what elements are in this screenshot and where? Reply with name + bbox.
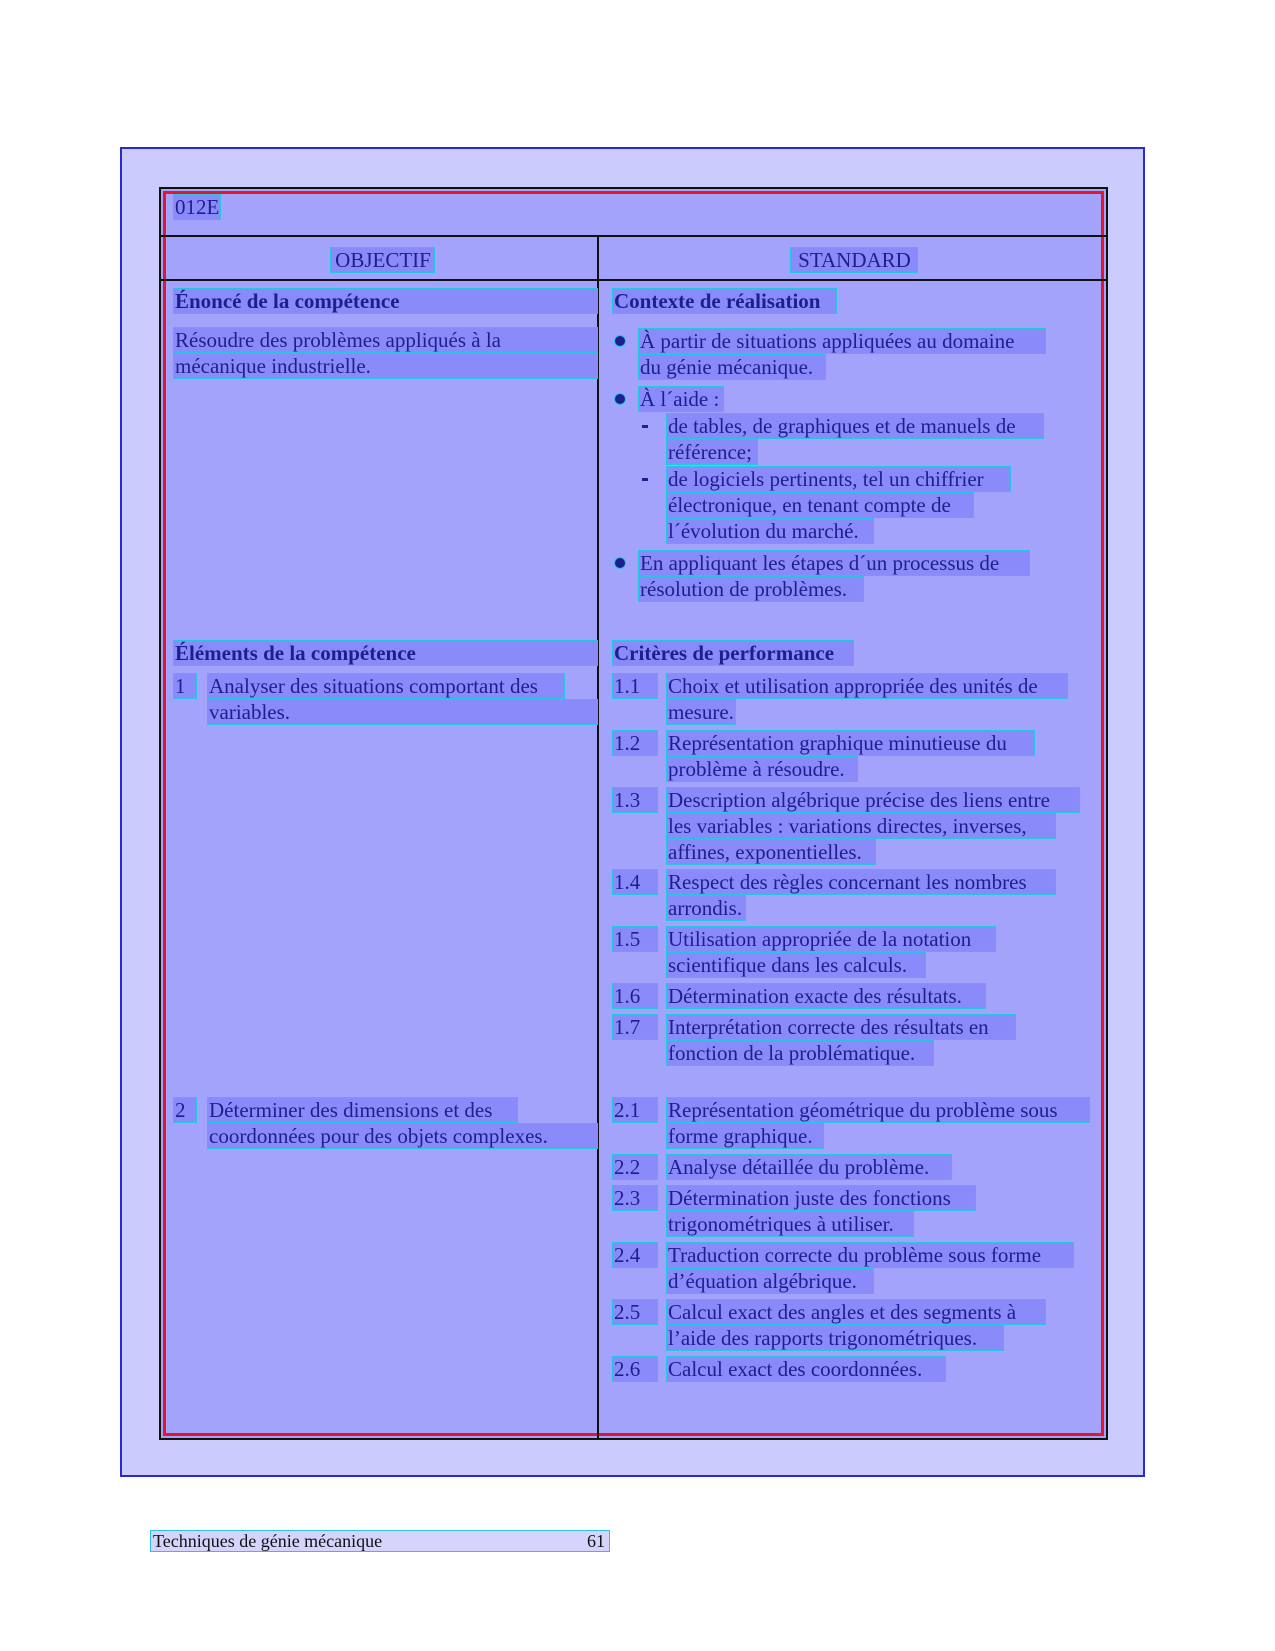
critere-line: Choix et utilisation appropriée des unités de [666,673,1068,699]
critere-number: 1.5 [612,926,658,952]
page-footer [150,1530,610,1552]
element-line: Analyser des situations comportant des [207,673,565,699]
critere-line: Description algébrique précise des liens entre [666,787,1080,813]
critere-number: 1.1 [612,673,658,699]
criteres-title: Critères de performance [612,640,854,666]
elements-title: Éléments de la compétence [173,640,598,666]
contexte-line: résolution de problèmes. [638,576,864,602]
critere-line: affines, exponentielles. [666,839,876,865]
header-objectif: OBJECTIF [330,247,435,273]
header-standard: STANDARD [790,247,918,273]
critere-line: les variables : variations directes, inverses, [666,813,1056,839]
contexte-line: l´évolution du marché. [666,518,874,544]
contexte-line: de tables, de graphiques et de manuels de [666,413,1044,439]
critere-line: arrondis. [666,895,746,921]
contexte-line: du génie mécanique. [638,354,826,380]
enonce-line: Résoudre des problèmes appliqués à la [173,327,598,353]
enonce-line: mécanique industrielle. [173,353,598,379]
contexte-line: En appliquant les étapes d´un processus de [638,550,1030,576]
table-divider-top [161,235,1106,237]
critere-number: 2.2 [612,1154,658,1180]
footer-title: Techniques de génie mécanique [153,1531,383,1551]
contexte-line: de logiciels pertinents, tel un chiffrier [666,466,1011,492]
critere-line: Représentation géométrique du problème sous [666,1097,1090,1123]
contexte-line: référence; [666,439,758,465]
critere-line: Respect des règles concernant les nombres [666,869,1056,895]
critere-number: 2.4 [612,1242,658,1268]
contexte-line: À l´aide : [638,386,724,412]
critere-number: 2.6 [612,1356,658,1382]
critere-line: d’équation algébrique. [666,1268,874,1294]
program-code: 012E [175,195,220,219]
critere-line: Calcul exact des angles et des segments à [666,1299,1046,1325]
critere-line: l’aide des rapports trigonométriques. [666,1325,1004,1351]
critere-line: Utilisation appropriée de la notation [666,926,996,952]
critere-line: forme graphique. [666,1123,824,1149]
critere-line: mesure. [666,699,736,725]
critere-number: 1.4 [612,869,658,895]
critere-number: 2.3 [612,1185,658,1211]
element-line: coordonnées pour des objets complexes. [207,1123,598,1149]
critere-number: 1.2 [612,730,658,756]
critere-line: trigonométriques à utiliser. [666,1211,914,1237]
element-line: variables. [207,699,598,725]
critere-line: Détermination juste des fonctions [666,1185,976,1211]
critere-line: Détermination exacte des résultats. [666,983,986,1009]
dash-icon [642,425,648,428]
element-number: 1 [173,673,197,699]
critere-number: 2.5 [612,1299,658,1325]
element-number: 2 [173,1097,197,1123]
contexte-line: À partir de situations appliquées au domaine [638,328,1046,354]
contexte-title: Contexte de réalisation [612,288,837,314]
critere-line: problème à résoudre. [666,756,858,782]
critere-line: fonction de la problématique. [666,1040,934,1066]
critere-number: 1.3 [612,787,658,813]
critere-number: 1.6 [612,983,658,1009]
page-number: 61 [587,1531,605,1551]
critere-line: Représentation graphique minutieuse du [666,730,1035,756]
critere-number: 1.7 [612,1014,658,1040]
critere-line: Analyse détaillée du problème. [666,1154,952,1180]
bullet-icon [614,557,626,569]
element-line: Déterminer des dimensions et des [207,1097,518,1123]
critere-line: scientifique dans les calculs. [666,952,926,978]
bullet-icon [614,335,626,347]
critere-line: Calcul exact des coordonnées. [666,1356,946,1382]
enonce-title: Énoncé de la compétence [173,288,598,314]
critere-line: Interprétation correcte des résultats en [666,1014,1016,1040]
table-divider-header [161,279,1106,281]
contexte-line: électronique, en tenant compte de [666,492,974,518]
critere-number: 2.1 [612,1097,658,1123]
bullet-icon [614,393,626,405]
critere-line: Traduction correcte du problème sous forme [666,1242,1074,1268]
table-column-divider [597,236,599,1438]
dash-icon [642,478,648,481]
